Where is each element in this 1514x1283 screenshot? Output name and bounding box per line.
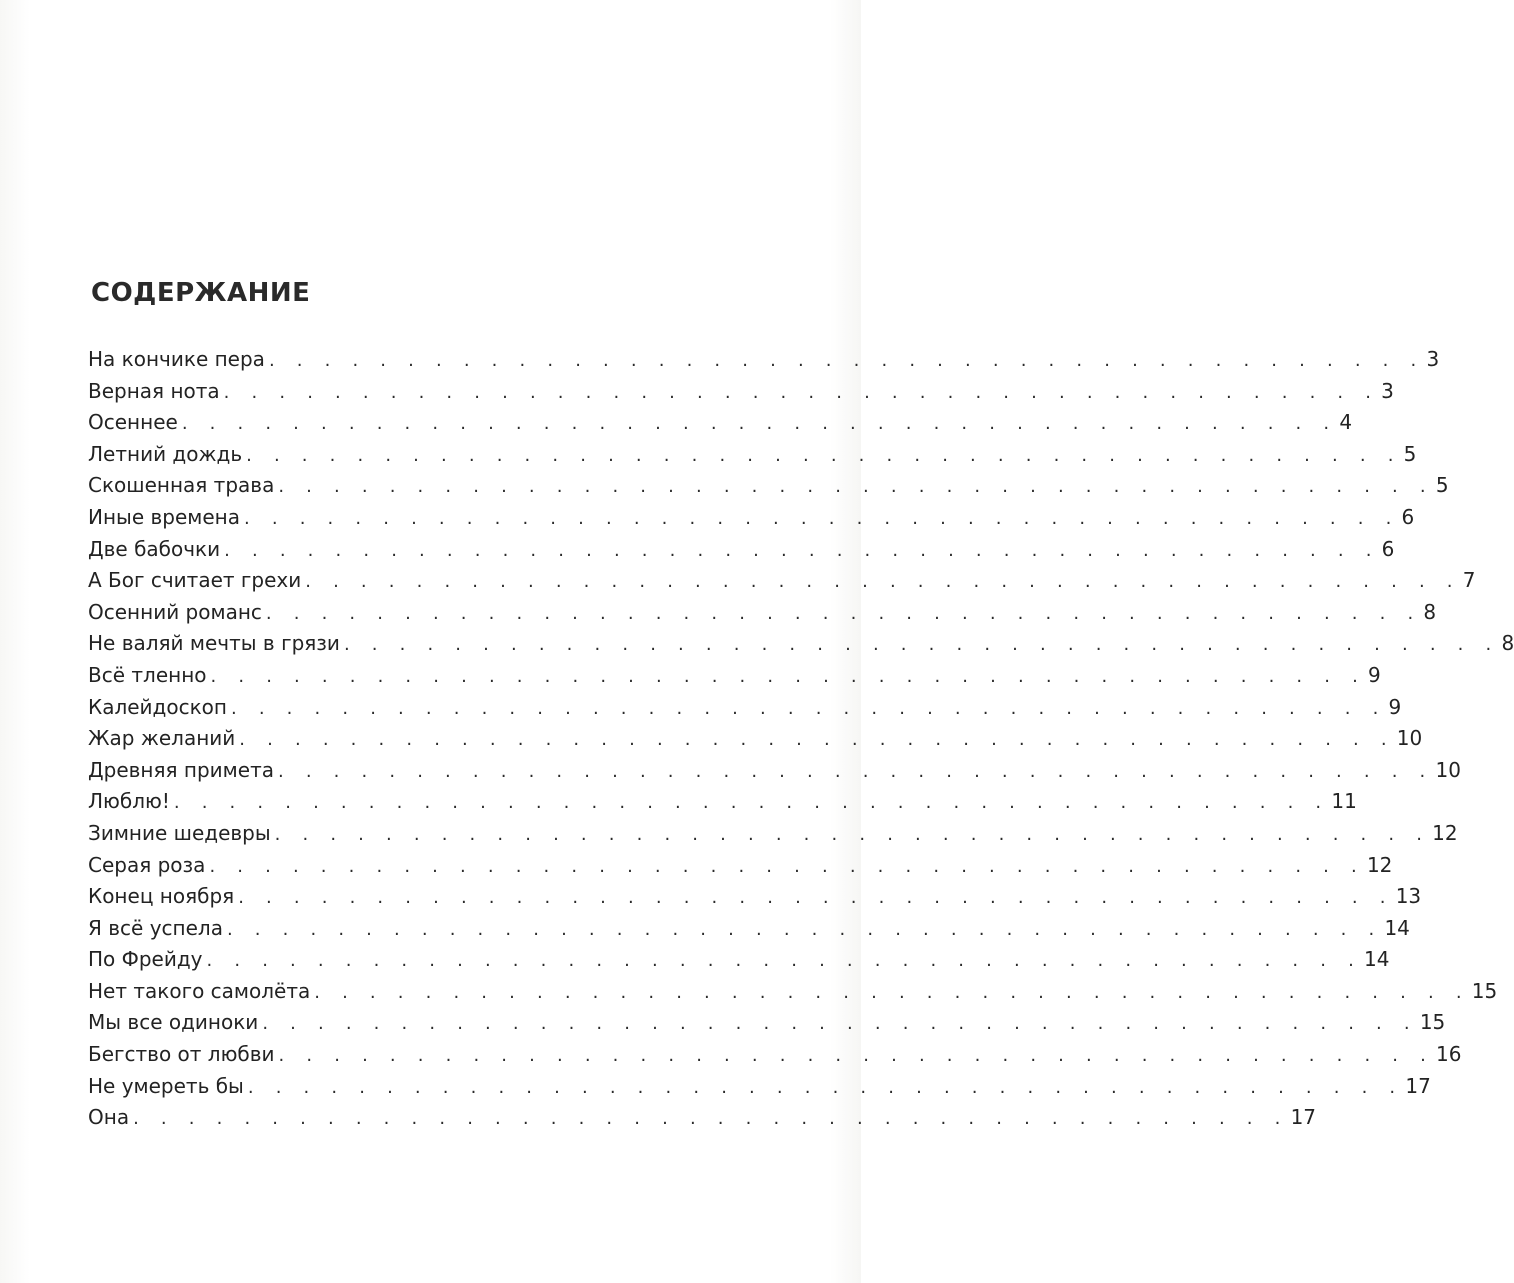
toc-entry-title: Летний дождь bbox=[88, 441, 243, 466]
toc-entry-title: Две бабочки bbox=[88, 536, 221, 561]
toc-entry-page-number: 16 bbox=[1436, 1042, 1462, 1067]
toc-entry bbox=[88, 597, 1437, 629]
toc-leader-dots: . . . . . . . . . . . . . . . . . . . . . . . . . . . . . . . . . . . . . . . . . . bbox=[246, 444, 1402, 466]
toc-entry-page-number: 6 bbox=[1401, 504, 1415, 529]
toc-leader-dots: . . . . . . . . . . . . . . . . . . . . . . . . . . . . . . . . . . . . . . . . . . bbox=[305, 571, 1461, 593]
toc-entry bbox=[88, 565, 1476, 597]
toc-entry-title: На кончике пера bbox=[88, 347, 265, 371]
toc-entry-page-number: 8 bbox=[1501, 631, 1514, 656]
toc-leader-dots: . . . . . . . . . . . . . . . . . . . . . . . . . . . . . . . . . . . . . . . . . . bbox=[209, 855, 1365, 877]
toc-entry-title: Бегство от любви bbox=[88, 1042, 275, 1067]
toc-leader-dots: . . . . . . . . . . . . . . . . . . . . . . . . . . . . . . . . . . . . . . . . . . bbox=[223, 381, 1380, 403]
toc-entry-page-number: 12 bbox=[1366, 852, 1393, 877]
toc-entry bbox=[88, 1071, 1431, 1103]
toc-entry bbox=[88, 628, 1514, 660]
toc-leader-dots: . . . . . . . . . . . . . . . . . . . . . . . . . . . . . . . . . . . . . . . . . . bbox=[278, 476, 1434, 498]
toc-entry-title: Скошенная трава bbox=[88, 473, 275, 498]
toc-entry-page-number: 3 bbox=[1426, 347, 1440, 371]
toc-leader-dots: . . . . . . . . . . . . . . . . . . . . . . . . . . . . . . . . . . . . . . . . . . bbox=[314, 981, 1470, 1003]
toc-entry-page-number: 10 bbox=[1396, 726, 1423, 751]
toc-entry-page-number: 9 bbox=[1388, 694, 1402, 719]
toc-entry bbox=[88, 376, 1394, 408]
toc-entry bbox=[88, 407, 1353, 439]
table-of-contents bbox=[88, 344, 1514, 1134]
toc-entry-title: Древняя примета bbox=[88, 757, 274, 782]
toc-entry-title: Не умереть бы bbox=[88, 1073, 244, 1098]
toc-entry bbox=[88, 1007, 1446, 1039]
toc-leader-dots: . . . . . . . . . . . . . . . . . . . . . . . . . . . . . . . . . . . . . . . . . . bbox=[226, 918, 1383, 940]
toc-leader-dots: . . . . . . . . . . . . . . . . . . . . . . . . . . . . . . . . . . . . . . . . . . bbox=[278, 1045, 1435, 1067]
toc-entry bbox=[88, 944, 1390, 976]
toc-entry bbox=[88, 502, 1415, 534]
toc-entry-page-number: 12 bbox=[1432, 820, 1458, 845]
toc-entry-page-number: 5 bbox=[1435, 473, 1449, 498]
toc-entry-title: Нет такого самолёта bbox=[88, 978, 311, 1003]
toc-entry bbox=[88, 344, 1440, 376]
toc-entry-title: Я всё успела bbox=[88, 915, 223, 940]
toc-leader-dots: . . . . . . . . . . . . . . . . . . . . . . . . . . . . . . . . . . . . . . . . . . bbox=[244, 507, 1400, 529]
toc-entry-title: Зимние шедевры bbox=[88, 820, 271, 845]
toc-entry-page-number: 14 bbox=[1384, 915, 1410, 940]
toc-entry-page-number: 8 bbox=[1423, 599, 1437, 624]
toc-entry-title: Не валяй мечты в грязи bbox=[88, 631, 340, 656]
toc-entry-page-number: 15 bbox=[1419, 1010, 1446, 1035]
toc-entry-title: Калейдоскоп bbox=[88, 694, 227, 719]
toc-leader-dots: . . . . . . . . . . . . . . . . . . . . . . . . . . . . . . . . . . . . . . . . . . bbox=[277, 760, 1434, 782]
toc-entry bbox=[88, 976, 1498, 1008]
toc-entry-title: Мы все одиноки bbox=[88, 1010, 259, 1035]
toc-entry-title: Всё тленно bbox=[88, 662, 207, 687]
toc-entry bbox=[88, 470, 1449, 502]
toc-entry bbox=[88, 660, 1381, 692]
toc-entry-page-number: 6 bbox=[1381, 536, 1395, 561]
toc-leader-dots: . . . . . . . . . . . . . . . . . . . . . . . . . . . . . . . . . . . . . . . . . . bbox=[262, 1013, 1418, 1035]
toc-leader-dots: . . . . . . . . . . . . . . . . . . . . . . . . . . . . . . . . . . . . . . . . . . bbox=[206, 950, 1363, 972]
toc-leader-dots: . . . . . . . . . . . . . . . . . . . . . . . . . . . . . . . . . . . . . . . . . . bbox=[210, 665, 1367, 687]
toc-entry-title: Жар желаний bbox=[88, 726, 236, 751]
toc-entry-title: Конец ноября bbox=[88, 884, 235, 909]
toc-entry bbox=[88, 1039, 1462, 1071]
toc-entry bbox=[88, 786, 1357, 818]
toc-entry bbox=[88, 755, 1461, 787]
toc-entry-title: По Фрейду bbox=[88, 947, 203, 972]
toc-entry-page-number: 15 bbox=[1471, 978, 1498, 1003]
toc-entry-page-number: 17 bbox=[1405, 1073, 1431, 1098]
toc-entry bbox=[88, 692, 1402, 724]
toc-leader-dots: . . . . . . . . . . . . . . . . . . . . . . . . . . . . . . . . . . . . . . . . . . bbox=[268, 350, 1425, 371]
toc-entry-page-number: 3 bbox=[1381, 378, 1394, 403]
toc-leader-dots: . . . . . . . . . . . . . . . . . . . . . . . . . . . . . . . . . . . . . . . . . . bbox=[265, 602, 1422, 624]
toc-entry bbox=[88, 913, 1410, 945]
toc-entry-title: Серая роза bbox=[88, 852, 206, 877]
toc-entry-title: Она bbox=[88, 1105, 130, 1130]
toc-leader-dots: . . . . . . . . . . . . . . . . . . . . . . . . . . . . . . . . . . . . . . . . . . bbox=[239, 729, 1395, 751]
toc-entry-title: Верная нота bbox=[88, 378, 220, 403]
toc-entry-page-number: 7 bbox=[1462, 568, 1476, 593]
toc-entry-page-number: 14 bbox=[1364, 947, 1390, 972]
toc-leader-dots: . . . . . . . . . . . . . . . . . . . . . . . . . . . . . . . . . . . . . . . . . . bbox=[238, 887, 1394, 909]
toc-leader-dots: . . . . . . . . . . . . . . . . . . . . . . . . . . . . . . . . . . . . . . . . . . bbox=[224, 539, 1380, 561]
toc-entry-page-number: 17 bbox=[1290, 1105, 1317, 1130]
toc-leader-dots: . . . . . . . . . . . . . . . . . . . . . . . . . . . . . . . . . . . . . . . . . . bbox=[231, 697, 1387, 719]
toc-entry-page-number: 11 bbox=[1331, 789, 1357, 814]
toc-entry bbox=[88, 850, 1393, 882]
toc-entry-title: Осенний романс bbox=[88, 599, 262, 624]
toc-leader-dots: . . . . . . . . . . . . . . . . . . . . . . . . . . . . . . . . . . . . . . . . . . bbox=[181, 413, 1338, 435]
toc-entry-title: Люблю! bbox=[88, 789, 170, 814]
page-title: СОДЕРЖАНИЕ bbox=[91, 278, 311, 308]
toc-leader-dots: . . . . . . . . . . . . . . . . . . . . . . . . . . . . . . . . . . . . . . . . . . bbox=[133, 1108, 1289, 1130]
toc-entry-page-number: 10 bbox=[1435, 757, 1461, 782]
toc-entry bbox=[88, 439, 1417, 471]
toc-entry-title: Иные времена bbox=[88, 504, 241, 529]
toc-entry bbox=[88, 723, 1423, 755]
toc-leader-dots: . . . . . . . . . . . . . . . . . . . . . . . . . . . . . . . . . . . . . . . . . . bbox=[173, 792, 1330, 814]
toc-entry bbox=[88, 1102, 1317, 1134]
toc-entry bbox=[88, 534, 1395, 566]
toc-entry bbox=[88, 881, 1422, 913]
toc-entry-page-number: 9 bbox=[1368, 662, 1381, 687]
toc-entry-page-number: 5 bbox=[1403, 441, 1417, 466]
toc-entry-title: Осеннее bbox=[88, 410, 178, 435]
toc-leader-dots: . . . . . . . . . . . . . . . . . . . . . . . . . . . . . . . . . . . . . . . . . . bbox=[274, 823, 1431, 845]
toc-leader-dots: . . . . . . . . . . . . . . . . . . . . . . . . . . . . . . . . . . . . . . . . . . bbox=[343, 634, 1500, 656]
toc-entry bbox=[88, 818, 1458, 850]
toc-leader-dots: . . . . . . . . . . . . . . . . . . . . . . . . . . . . . . . . . . . . . . . . . . bbox=[247, 1076, 1404, 1098]
toc-entry-page-number: 13 bbox=[1395, 884, 1422, 909]
toc-entry-title: А Бог считает грехи bbox=[88, 568, 302, 593]
toc-entry-page-number: 4 bbox=[1339, 410, 1353, 435]
